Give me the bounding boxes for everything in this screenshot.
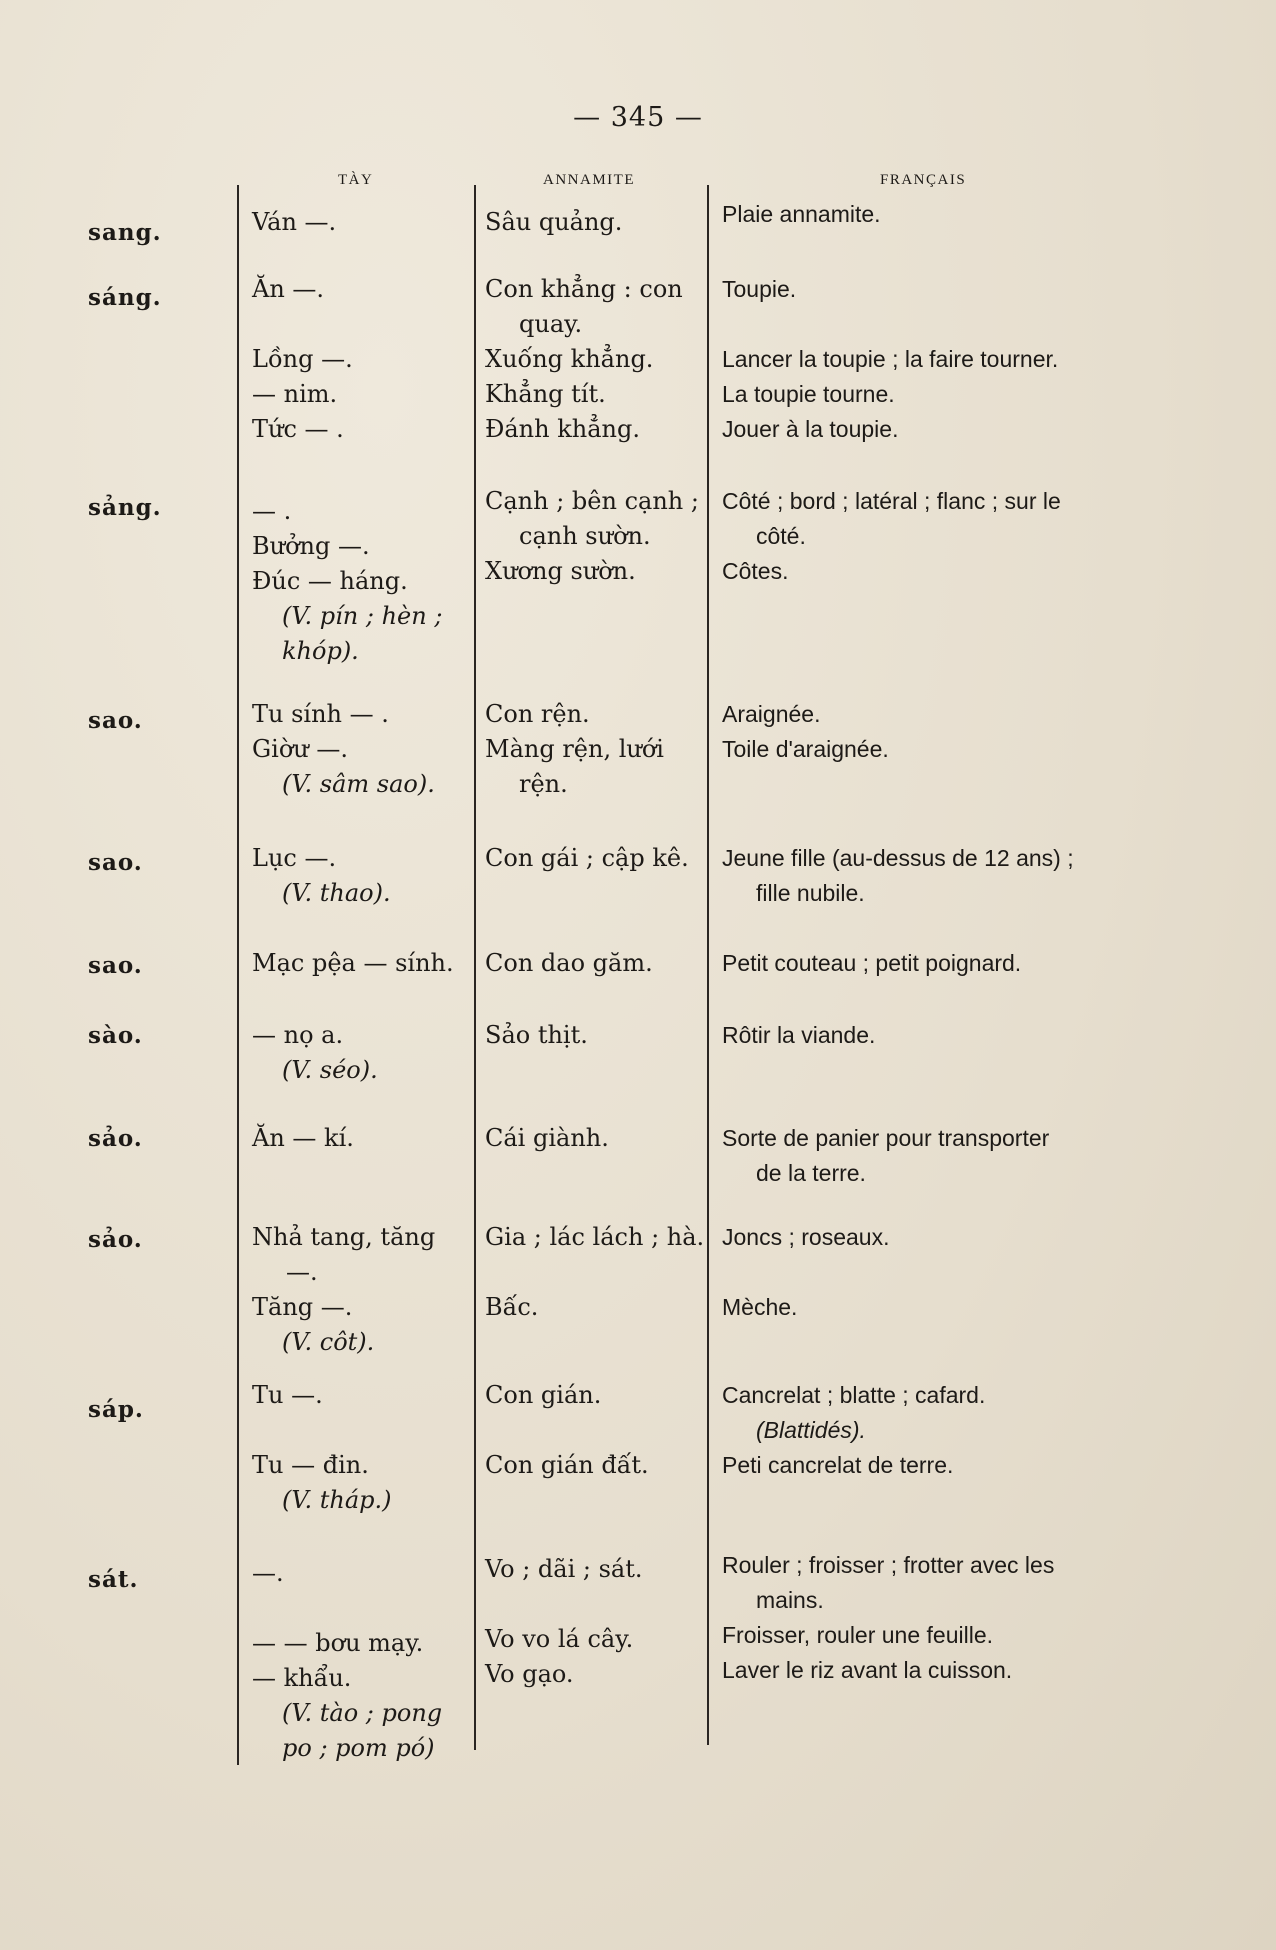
annamite-cell [485,484,707,589]
headword: sát. [88,1566,139,1593]
tay-line: Tức — . [252,415,344,443]
headword: sảo. [88,1226,143,1253]
annamite-line: Cạnh ; bên cạnh ; [485,487,699,515]
francais-line: Joncs ; roseaux. [722,1224,890,1250]
column-header-tay: TÀY [338,172,374,188]
francais-cell [722,841,1152,911]
annamite-line [485,1413,707,1448]
tay-line: — — bơu mạy. [252,1629,424,1657]
francais-cell [722,1121,1152,1191]
annamite-line: Màng rện, lưới [485,735,664,763]
tay-line: —. [252,1559,284,1587]
annamite-cell [485,697,707,802]
francais-line: Sorte de panier pour transporter [722,1125,1050,1151]
tay-line: (V. thao). [282,879,391,907]
annamite-cell [485,272,707,447]
column-header-francais: FRANÇAIS [880,172,967,188]
tay-cell [252,272,477,447]
annamite-line: Sâu quảng. [485,208,623,236]
headword: sảng. [88,494,162,521]
annamite-cell [485,1220,707,1325]
tay-line: Tu — đin. [252,1451,369,1479]
francais-line: Laver le riz avant la cuisson. [722,1657,1013,1683]
francais-line: Rôtir la viande. [722,1022,876,1048]
tay-line: Mạc pệa — sính. [252,949,454,977]
francais-line: Lancer la toupie ; la faire tourner. [722,346,1059,372]
francais-line: Côté ; bord ; latéral ; flanc ; sur le [722,488,1061,514]
tay-cell [252,1556,477,1766]
francais-cell [722,1548,1152,1688]
francais-line: Toile d'araignée. [722,736,889,762]
tay-line: Giờư —. [252,735,349,763]
headword: sáp. [88,1396,144,1423]
annamite-cell [485,1552,707,1692]
annamite-cell [485,205,707,240]
tay-line: (V. séo). [282,1056,378,1084]
tay-cell [252,205,477,240]
headword: sảo. [88,1125,143,1152]
francais-line: Plaie annamite. [722,201,881,227]
francais-line: Cancrelat ; blatte ; cafard. [722,1382,986,1408]
francais-line: Jouer à la toupie. [722,416,899,442]
francais-line: mains. [756,1587,824,1613]
tay-line: — nim. [252,380,338,408]
tay-line: (V. côt). [282,1328,375,1356]
francais-line: La toupie tourne. [722,381,895,407]
francais-line: de la terre. [756,1160,866,1186]
tay-line: khóp). [282,637,359,665]
tay-line: Ăn — kí. [252,1124,354,1152]
tay-line: (V. tháp.) [282,1486,392,1514]
tay-line: — nọ a. [252,1021,344,1049]
headword: sào. [88,1022,143,1049]
headword: sao. [88,952,143,979]
tay-cell [252,1220,477,1360]
tay-line: Lồng —. [252,345,353,373]
tay-line: Đúc — háng. [252,567,408,595]
francais-line [722,1255,1152,1290]
annamite-line: cạnh sườn. [519,522,651,550]
annamite-line: Cái giành. [485,1124,609,1152]
annamite-cell [485,1018,707,1053]
tay-cell [252,1018,477,1088]
annamite-line: Vo ; dãi ; sát. [485,1555,643,1583]
francais-line: Mèche. [722,1294,798,1320]
column-header-annamite: ANNAMITE [543,172,635,188]
tay-line [252,1591,477,1626]
francais-line: Froisser, rouler une feuille. [722,1622,994,1648]
francais-line: fille nubile. [756,880,865,906]
annamite-line: Sảo thịt. [485,1021,588,1049]
tay-line: (V. pín ; hèn ; [282,602,443,630]
francais-line: Rouler ; froisser ; frotter avec les [722,1552,1055,1578]
francais-line: Araignée. [722,701,821,727]
tay-line: (V. sâm sao). [282,770,435,798]
tay-cell [252,841,477,911]
annamite-line: Con khẳng : con [485,275,683,303]
tay-line: po ; pom pó) [282,1734,435,1762]
tay-line [252,307,477,342]
tay-line: — . [252,497,292,525]
francais-line: Jeune fille (au-dessus de 12 ans) ; [722,845,1074,871]
francais-cell [722,697,1152,767]
tay-line: Lục —. [252,844,337,872]
annamite-line: Con dao găm. [485,949,653,977]
tay-cell [252,697,477,802]
francais-line: Côtes. [722,558,789,584]
tay-line: Ăn —. [252,275,325,303]
francais-cell [722,1220,1152,1325]
annamite-line: Vo gạo. [485,1660,574,1688]
francais-line: Petit couteau ; petit poignard. [722,950,1022,976]
headword: sáng. [88,284,162,311]
francais-line [722,307,1152,342]
annamite-line: Xương sườn. [485,557,636,585]
annamite-line: Con rện. [485,700,590,728]
annamite-cell [485,1378,707,1483]
annamite-line [485,1587,707,1622]
tay-line: Tu sính — . [252,700,389,728]
tay-line: Ván —. [252,208,337,236]
tay-line: Bưởng —. [252,532,370,560]
francais-cell [722,1378,1152,1483]
tay-line: —. [286,1258,318,1286]
francais-line: côté. [756,523,806,549]
annamite-line [485,1255,707,1290]
tay-cell [252,1121,477,1156]
tay-cell [252,494,477,669]
annamite-line: Đánh khẳng. [485,415,640,443]
annamite-cell [485,1121,707,1156]
francais-line: Toupie. [722,276,797,302]
tay-cell [252,946,477,981]
annamite-cell [485,841,707,876]
annamite-line: Khẳng tít. [485,380,606,408]
francais-cell [722,1018,1152,1053]
tay-line: Tu —. [252,1381,323,1409]
page-number: — 345 — [573,102,703,133]
headword: sao. [88,707,143,734]
annamite-line: rện. [519,770,568,798]
annamite-line: Con gián. [485,1381,602,1409]
tay-line: Tăng —. [252,1293,353,1321]
annamite-line: Con gián đất. [485,1451,649,1479]
annamite-line: Xuống khẳng. [485,345,654,373]
headword: sang. [88,219,162,246]
annamite-line: quay. [519,310,583,338]
tay-line: Nhả tang, tăng [252,1223,436,1251]
francais-cell [722,272,1152,447]
annamite-line: Gia ; lác lách ; hà. [485,1223,705,1251]
annamite-cell [485,946,707,981]
tay-line: — khẩu. [252,1664,352,1692]
tay-line: (V. tào ; pong [282,1699,443,1727]
francais-cell [722,197,1152,232]
annamite-line: Bấc. [485,1293,539,1321]
francais-line: (Blattidés). [756,1417,866,1443]
annamite-line: Con gái ; cập kê. [485,844,689,872]
annamite-line: Vo vo lá cây. [485,1625,634,1653]
francais-cell [722,946,1152,981]
tay-cell [252,1378,477,1518]
francais-cell [722,484,1152,589]
tay-line [252,1413,477,1448]
headword: sao. [88,849,143,876]
francais-line: Peti cancrelat de terre. [722,1452,954,1478]
